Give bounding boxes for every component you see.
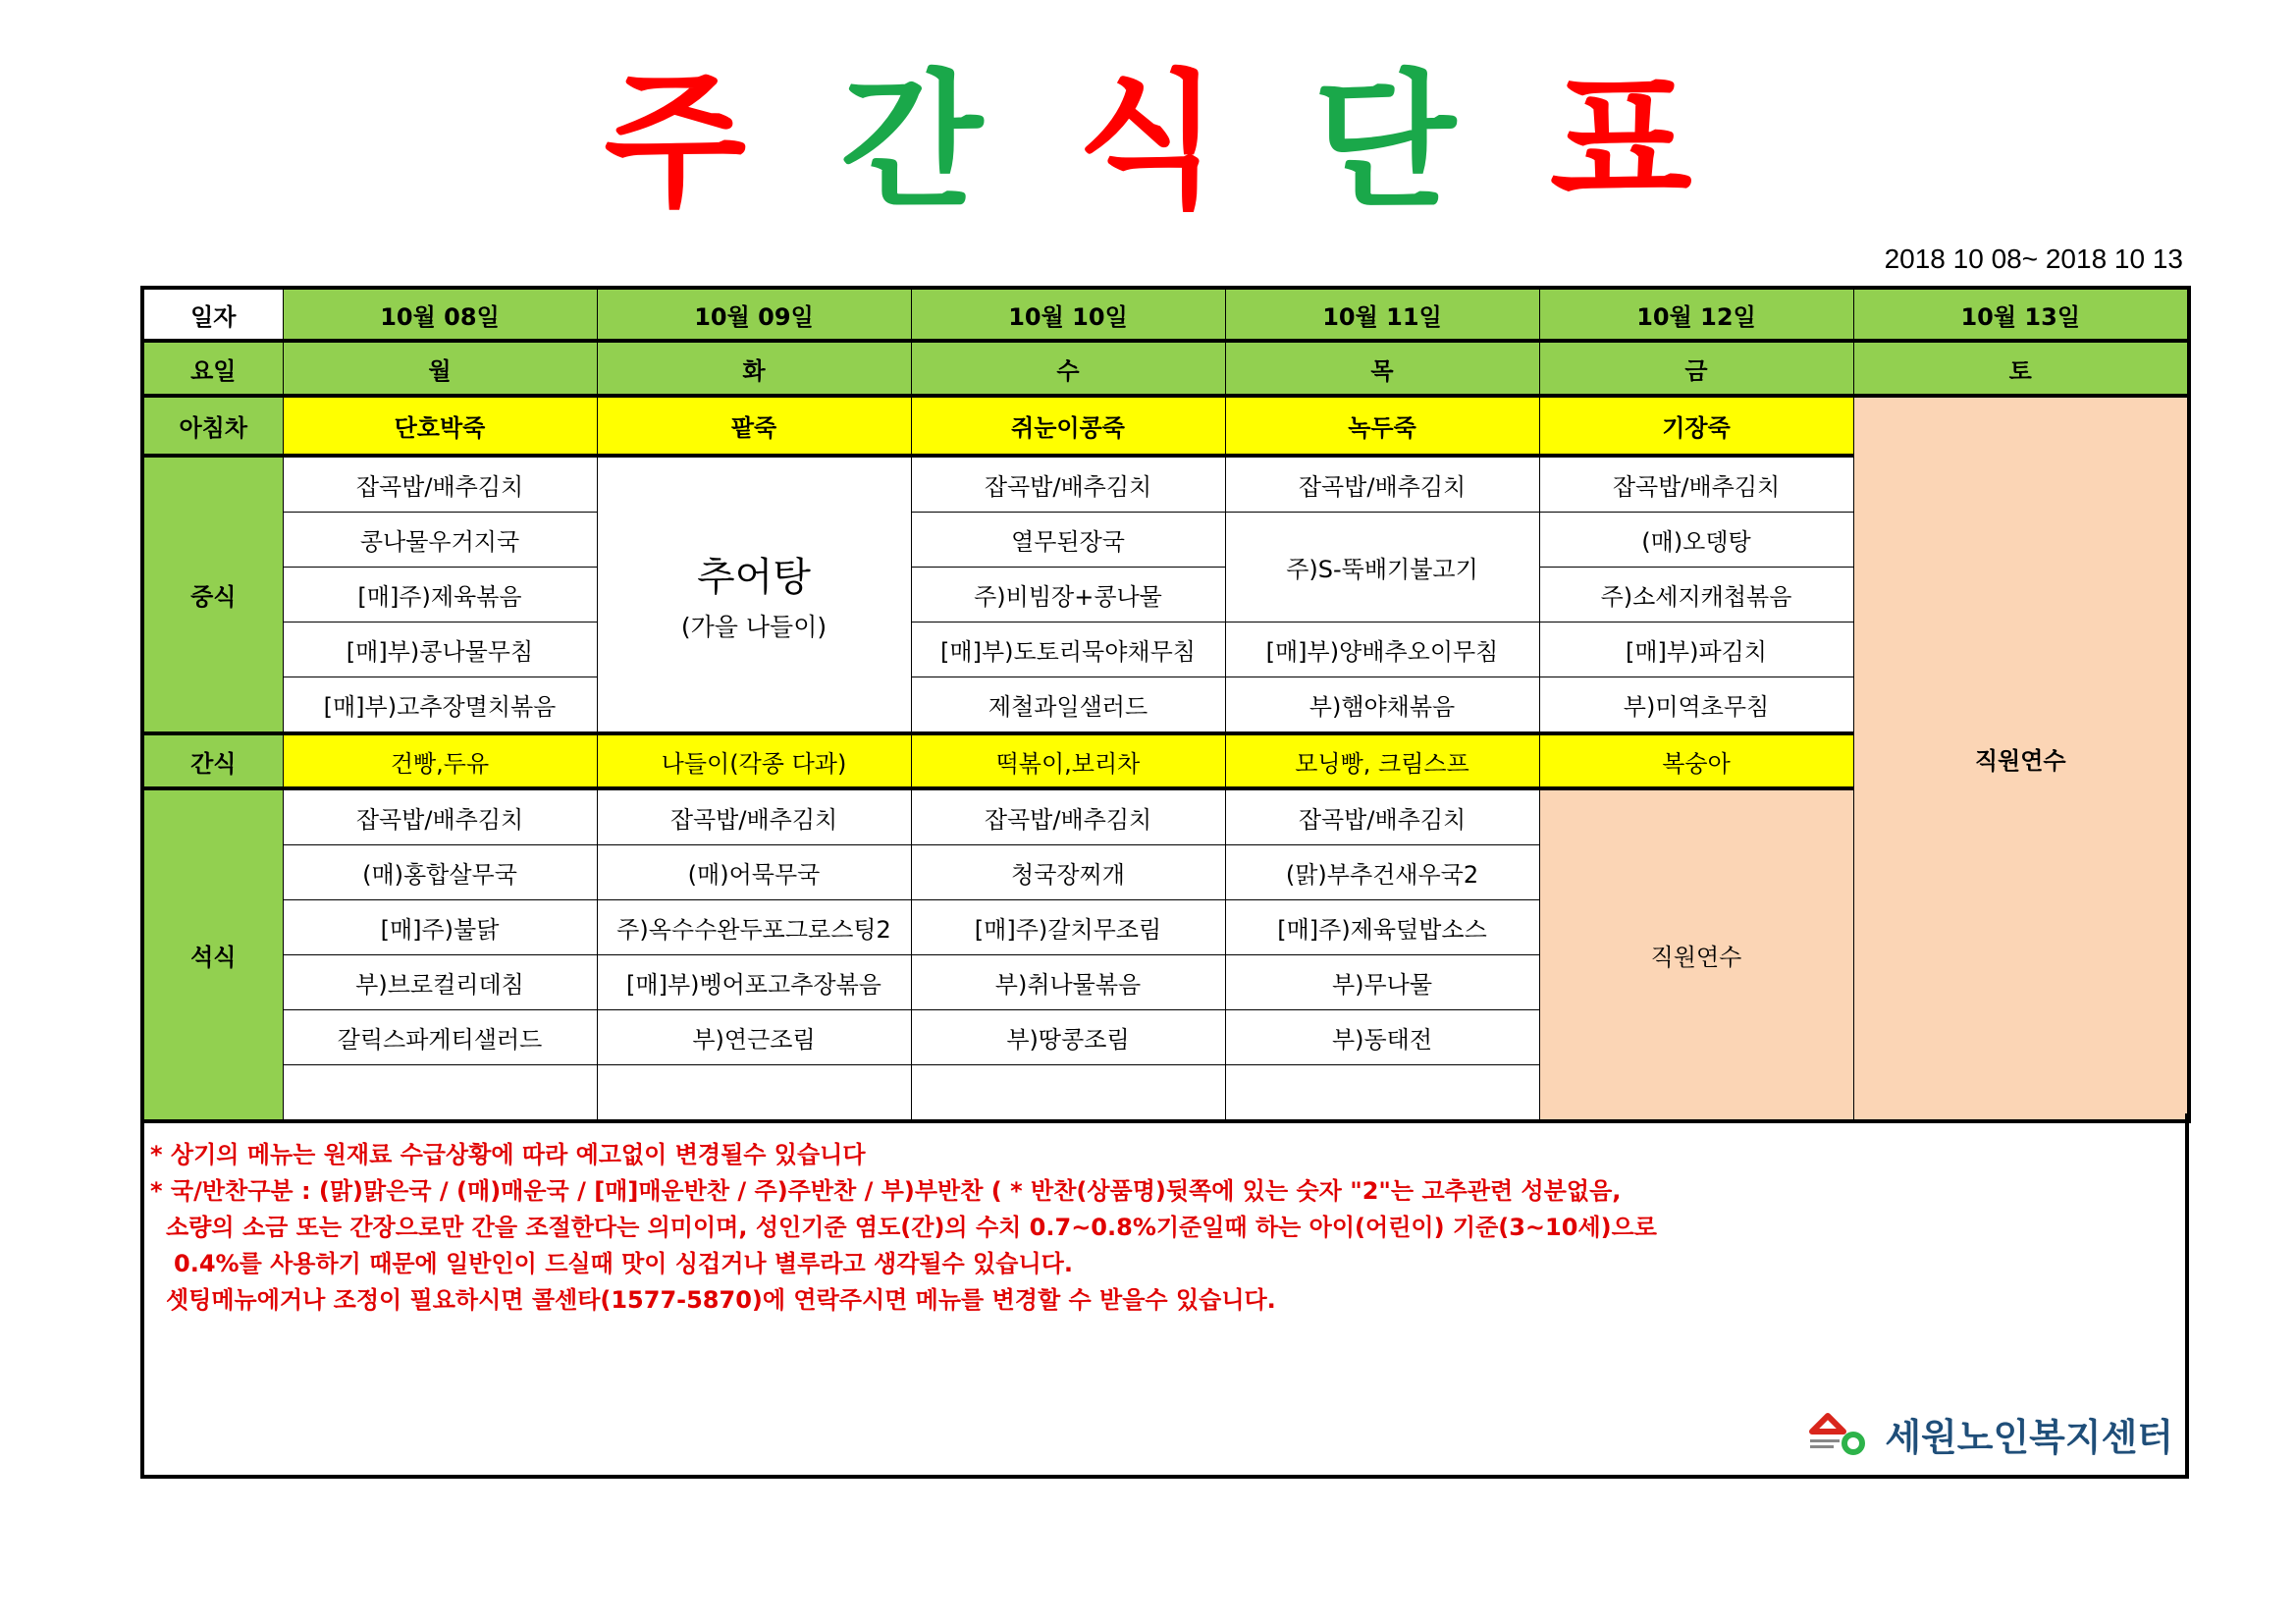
dinner-mon-5: 갈릭스파게티샐러드: [283, 1010, 597, 1065]
notes-box: [140, 1113, 2189, 1479]
note-line-1: * 상기의 메뉴는 원재료 수급상황에 따라 예고없이 변경될수 있습니다: [150, 1141, 866, 1168]
dinner-thu-3: [매]주)제육덮밥소스: [1225, 900, 1539, 955]
dinner-mon-4: 부)브로컬리데침: [283, 955, 597, 1010]
dinner-tue-5: 부)연근조림: [597, 1010, 911, 1065]
weekday-thu: 목: [1225, 341, 1539, 396]
date-sat: 10월 13일: [1853, 288, 2189, 341]
snack-thu: 모닝빵, 크림스프: [1225, 733, 1539, 788]
title-char-2: 간: [840, 57, 984, 228]
breakfast-tue: 팥죽: [597, 396, 911, 456]
dinner-thu-5: 부)동태전: [1225, 1010, 1539, 1065]
label-weekday: 요일: [142, 341, 283, 396]
saturday-closed: 직원연수: [1853, 396, 2189, 1121]
label-lunch: 중식: [142, 456, 283, 733]
dinner-wed-4: 부)취나물볶음: [911, 955, 1225, 1010]
date-range: 2018 10 08~ 2018 10 13: [1884, 244, 2183, 274]
date-tue: 10월 09일: [597, 288, 911, 341]
logo-text: 세원노인복지센터: [1885, 1415, 2173, 1459]
lunch-mon-2: 콩나물우거지국: [283, 513, 597, 568]
lunch-tue-main: 추어탕: [697, 555, 811, 600]
lunch-mon-4: [매]부)콩나물무침: [283, 623, 597, 677]
label-snack: 간식: [142, 733, 283, 788]
dinner-mon-1: 잡곡밥/배추김치: [283, 788, 597, 845]
date-wed: 10월 10일: [911, 288, 1225, 341]
snack-mon: 건빵,두유: [283, 733, 597, 788]
lunch-wed-1: 잡곡밥/배추김치: [911, 456, 1225, 513]
weekday-fri: 금: [1539, 341, 1853, 396]
weekday-sat: 토: [1853, 341, 2189, 396]
label-breakfast: 아침차: [142, 396, 283, 456]
lunch-thu-main: 주)S-뚝배기불고기: [1225, 513, 1539, 623]
dinner-fri-closed: 직원연수: [1539, 788, 1853, 1121]
lunch-mon-1: 잡곡밥/배추김치: [283, 456, 597, 513]
dinner-tue-2: (매)어묵무국: [597, 845, 911, 900]
weekly-menu-table: [140, 286, 2191, 1123]
note-line-4: 0.4%를 사용하기 때문에 일반인이 드실때 맛이 싱겁거나 별루라고 생각될수 있습니다.: [174, 1250, 1073, 1277]
breakfast-thu: 녹두죽: [1225, 396, 1539, 456]
lunch-fri-4: [매]부)파김치: [1539, 623, 1853, 677]
page-title: [0, 59, 2296, 226]
dinner-thu-1: 잡곡밥/배추김치: [1225, 788, 1539, 845]
breakfast-fri: 기장죽: [1539, 396, 1853, 456]
note-line-5: 셋팅메뉴에거나 조정이 필요하시면 콜센타(1577-5870)에 연락주시면 메뉴를 변경할 수 받을수 있습니다.: [166, 1286, 1276, 1314]
breakfast-wed: 쥐눈이콩죽: [911, 396, 1225, 456]
dinner-wed-3: [매]주)갈치무조림: [911, 900, 1225, 955]
weekday-wed: 수: [911, 341, 1225, 396]
dinner-mon-2: (매)홍합살무국: [283, 845, 597, 900]
note-line-3: 소량의 소금 또는 간장으로만 간을 조절한다는 의미이며, 성인기준 염도(간)의 수치 0.7~0.8%기준일때 하는 아이(어린이) 기준(3~10세)으로: [166, 1214, 1657, 1241]
label-dinner: 석식: [142, 788, 283, 1121]
weekday-mon: 월: [283, 341, 597, 396]
lunch-wed-5: 제철과일샐러드: [911, 677, 1225, 734]
lunch-thu-1: 잡곡밥/배추김치: [1225, 456, 1539, 513]
lunch-fri-3: 주)소세지캐첩볶음: [1539, 568, 1853, 623]
center-logo: [1804, 1404, 2173, 1463]
dinner-thu-4: 부)무나물: [1225, 955, 1539, 1010]
logo-house-icon: [1804, 1406, 1869, 1461]
dinner-tue-3: 주)옥수수완두포그로스팅2: [597, 900, 911, 955]
dinner-wed-2: 청국장찌개: [911, 845, 1225, 900]
lunch-fri-1: 잡곡밥/배추김치: [1539, 456, 1853, 513]
title-char-3: 식: [1077, 57, 1219, 228]
snack-tue: 나들이(각종 다과): [597, 733, 911, 788]
lunch-mon-3: [매]주)제육볶음: [283, 568, 597, 623]
dinner-wed-1: 잡곡밥/배추김치: [911, 788, 1225, 845]
snack-fri: 복숭아: [1539, 733, 1853, 788]
label-date: 일자: [142, 288, 283, 341]
weekday-tue: 화: [597, 341, 911, 396]
date-thu: 10월 11일: [1225, 288, 1539, 341]
lunch-mon-5: [매]부)고추장멸치볶음: [283, 677, 597, 734]
lunch-fri-5: 부)미역초무침: [1539, 677, 1853, 734]
dinner-thu-2: (맑)부추건새우국2: [1225, 845, 1539, 900]
dinner-mon-3: [매]주)불닭: [283, 900, 597, 955]
lunch-thu-5: 부)햄야채볶음: [1225, 677, 1539, 734]
title-char-1: 주: [604, 57, 747, 228]
lunch-tue-special: [597, 456, 911, 733]
lunch-wed-4: [매]부)도토리묵야채무침: [911, 623, 1225, 677]
title-char-5: 표: [1549, 57, 1692, 228]
date-fri: 10월 12일: [1539, 288, 1853, 341]
snack-wed: 떡볶이,보리차: [911, 733, 1225, 788]
lunch-thu-4: [매]부)양배추오이무침: [1225, 623, 1539, 677]
title-char-4: 단: [1312, 57, 1456, 228]
lunch-wed-2: 열무된장국: [911, 513, 1225, 568]
lunch-wed-3: 주)비빔장+콩나물: [911, 568, 1225, 623]
dinner-wed-5: 부)땅콩조림: [911, 1010, 1225, 1065]
note-line-2: * 국/반찬구분 : (맑)맑은국 / (매)매운국 / [매]매운반찬 / 주)주반찬 / 부)부반찬 ( * 반찬(상품명)뒷쪽에 있는 숫자 "2"는 고추관련 성분없음,: [150, 1177, 1622, 1205]
breakfast-mon: 단호박죽: [283, 396, 597, 456]
date-mon: 10월 08일: [283, 288, 597, 341]
dinner-tue-1: 잡곡밥/배추김치: [597, 788, 911, 845]
lunch-tue-sub: (가을 나들이): [680, 613, 828, 641]
lunch-fri-2: (매)오뎅탕: [1539, 513, 1853, 568]
dinner-tue-4: [매]부)벵어포고추장볶음: [597, 955, 911, 1010]
